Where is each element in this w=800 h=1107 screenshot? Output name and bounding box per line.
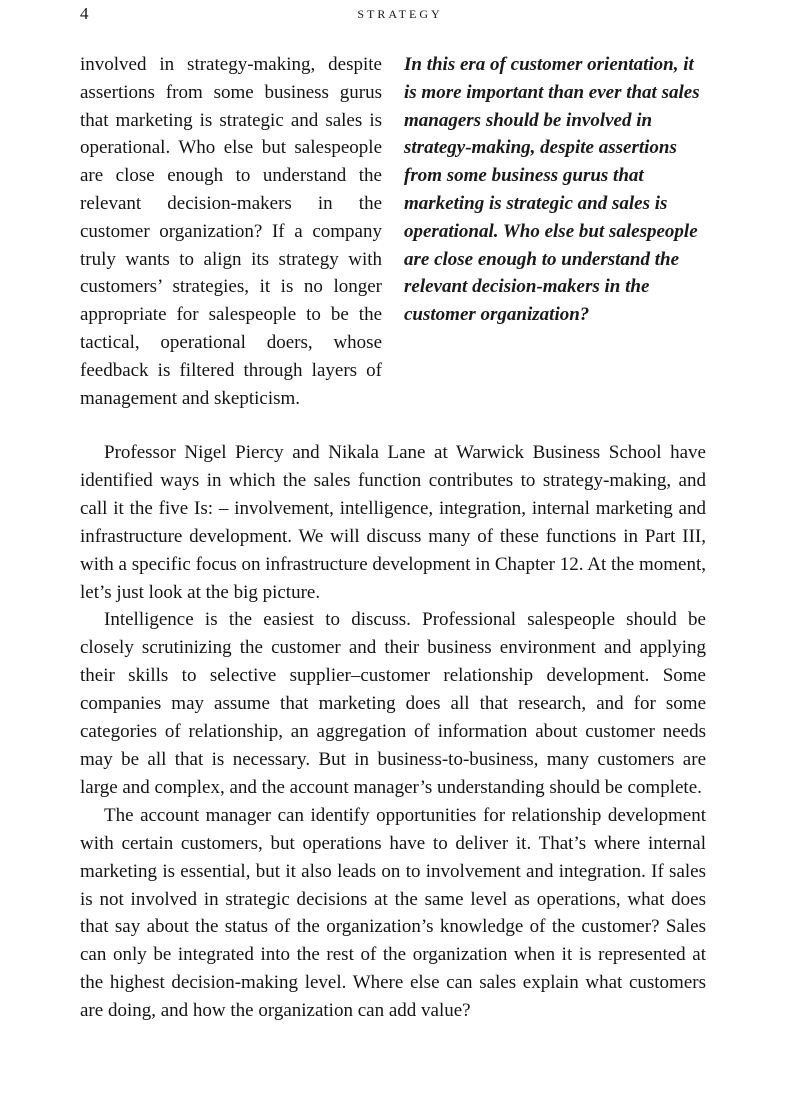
pull-quote: In this era of customer orientation, it is more important than ever that sales managers should be involved in strategy-making, despite assertions from some business gurus that marketing is strategic and sales is operational. Who else but salespeople are close enough to understand the relevant decision-makers in the customer organization? <box>404 54 700 326</box>
page-number: 4 <box>80 4 89 23</box>
running-title: STRATEGY <box>357 7 443 21</box>
body-text <box>80 439 706 1025</box>
running-head <box>80 4 720 24</box>
paragraph-five-is: Professor Nigel Piercy and Nikala Lane at Warwick Business School have identified ways in which the sales function contributes to strategy-making, and call it the five Is: – involvement, intelligence, integration, internal marketing and infrastructure development. We will discuss many of these functions in Part III, with a specific focus on infrastructure development in Chapter 12. At the moment, let’s just look at the big picture. <box>80 442 706 603</box>
paragraph-intelligence: Intelligence is the easiest to discuss. Professional salespeople should be closely scrutinizing the customer and their business environment and applying their skills to selective supplier–customer relationship development. Some companies may assume that marketing does all that research, and for some categories of relationship, an aggregation of information about customer needs may be all that is necessary. But in business-to-business, many customers are large and complex, and the account manager’s understanding should be complete. <box>80 609 706 798</box>
paragraph-account-manager: The account manager can identify opportunities for relationship development with certain customers, but operations have to deliver it. That’s where internal marketing is essential, but it also leads on to involvement and integration. If sales is not involved in strategic decisions at the same level as operations, what does that say about the status of the organization’s knowledge of the customer? Sales can only be integrated into the rest of the organization when it is represented at the highest decision-making level. Where else can sales explain what customers are doing, and how the organization can add value? <box>80 804 706 1022</box>
column-text: involved in strategy-making, despite assertions from some business gurus that marketing is strategic and sales is operational. Who else but salespeople are close enough to understand the relevant decision-makers in the customer organization? If a company truly wants to align its strategy with customers’ strategies, it is no longer appropriate for salespeople to be the tactical, operational doers, whose feedback is filtered through layers of management and skepticism. <box>80 54 382 409</box>
